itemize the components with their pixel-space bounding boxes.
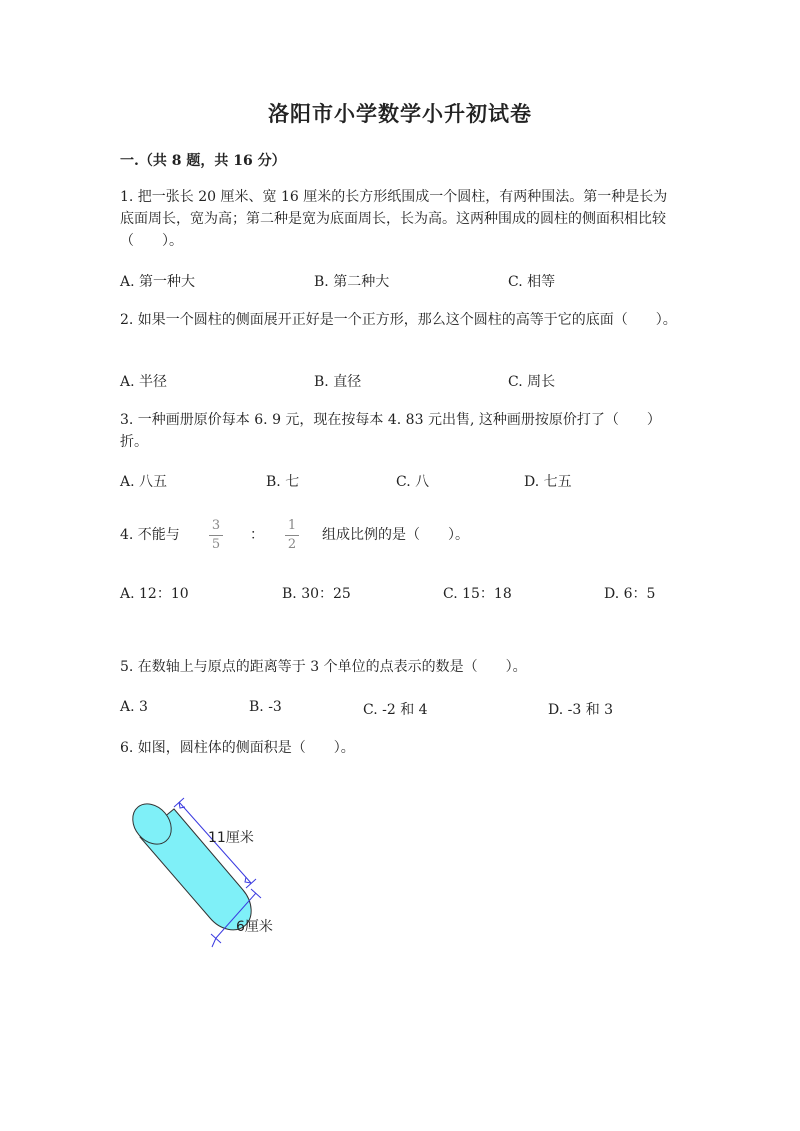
question-2-option-b[interactable]: B. 直径 bbox=[314, 374, 362, 390]
question-4-option-a[interactable]: A. 12：10 bbox=[120, 586, 189, 602]
question-6-text: 6. 如图，圆柱体的侧面积是（ ）。 bbox=[120, 740, 355, 756]
question-1-text: 1. 把一张长 20 厘米、宽 16 厘米的长方形纸围成一个圆柱，有两种围法。第一种是长为底面周长，宽为高；第二种是宽为底面周长，长为高。这两种围成的圆柱的侧面积相比较（ ）。 bbox=[120, 189, 668, 249]
question-4-prefix: 4. 不能与 bbox=[120, 527, 180, 543]
fraction-three-fifths bbox=[209, 518, 223, 553]
question-3-text: 3. 一种画册原价每本 6. 9 元，现在按每本 4. 83 元出售, 这种画册按原价打了（ ）折。 bbox=[120, 412, 661, 450]
fraction-numerator: 1 bbox=[287, 518, 297, 533]
question-2-text: 2. 如果一个圆柱的侧面展开正好是一个正方形，那么这个圆柱的高等于它的底面（ ）。 bbox=[120, 312, 677, 328]
fraction-denominator: 5 bbox=[211, 537, 221, 552]
question-4-option-c[interactable]: C. 15：18 bbox=[443, 586, 512, 602]
question-4-option-b[interactable]: B. 30：25 bbox=[282, 586, 351, 602]
question-1-option-b[interactable]: B. 第二种大 bbox=[314, 274, 390, 290]
section-header: 一.（共 8 题，共 16 分） bbox=[120, 153, 286, 169]
question-5-option-d[interactable]: D. -3 和 3 bbox=[548, 702, 614, 718]
length-label: 11厘米 bbox=[208, 830, 254, 846]
ratio-colon: ： bbox=[250, 527, 264, 543]
question-1-option-c[interactable]: C. 相等 bbox=[508, 274, 556, 290]
question-3-option-b[interactable]: B. 七 bbox=[266, 474, 300, 490]
fraction-denominator: 2 bbox=[287, 537, 297, 552]
question-3-option-d[interactable]: D. 七五 bbox=[524, 474, 572, 490]
question-5-option-c[interactable]: C. -2 和 4 bbox=[363, 702, 428, 718]
question-4-suffix: 组成比例的是（ ）。 bbox=[322, 527, 469, 543]
question-5-option-a[interactable]: A. 3 bbox=[120, 699, 148, 715]
question-5-option-b[interactable]: B. -3 bbox=[249, 699, 282, 715]
cylinder-figure bbox=[118, 790, 298, 960]
fraction-numerator: 3 bbox=[211, 518, 221, 533]
question-5-text: 5. 在数轴上与原点的距离等于 3 个单位的点表示的数是（ ）。 bbox=[120, 659, 527, 675]
question-4-option-d[interactable]: D. 6：5 bbox=[604, 586, 656, 602]
page-title: 洛阳市小学数学小升初试卷 bbox=[268, 101, 532, 126]
question-2-option-a[interactable]: A. 半径 bbox=[120, 374, 168, 390]
diameter-label: 6厘米 bbox=[236, 919, 273, 935]
question-2-option-c[interactable]: C. 周长 bbox=[508, 374, 556, 390]
question-1-option-a[interactable]: A. 第一种大 bbox=[120, 274, 196, 290]
question-3-option-c[interactable]: C. 八 bbox=[396, 474, 430, 490]
question-3-option-a[interactable]: A. 八五 bbox=[120, 474, 168, 490]
fraction-one-half bbox=[285, 518, 299, 553]
